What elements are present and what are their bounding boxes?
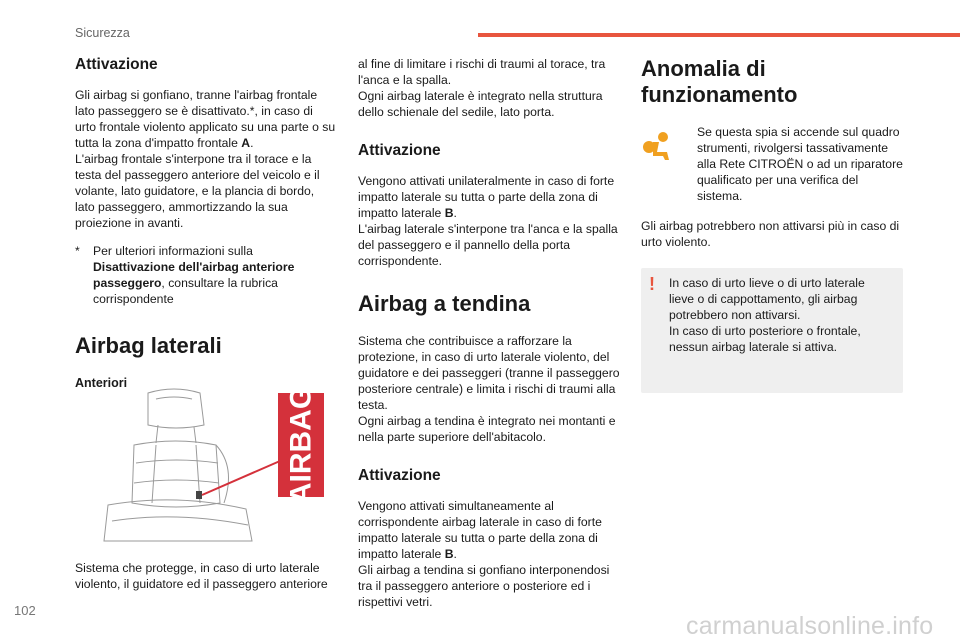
page-number: 102 (14, 603, 36, 618)
heading-attivazione-tendina: Attivazione (358, 467, 441, 484)
warning-text-1: In caso di urto lieve o di urto laterale lieve o di cappottamento, gli airbag potrebbero non attivarsi. (669, 276, 865, 322)
warning-text (669, 275, 893, 355)
paragraph-no-activation: Gli airbag potrebbero non attivarsi più in caso di urto violento. (641, 219, 900, 249)
column-1-bottom (75, 560, 337, 592)
airbag-warning-lamp-icon (641, 124, 697, 204)
column-3 (641, 56, 903, 393)
paragraph-curtain-activation (358, 498, 624, 562)
paragraph-side-airbag-intro: Sistema che protegge, in caso di urto laterale violento, il guidatore ed il passeggero anteriore (75, 561, 328, 591)
paragraph-curtain-integration: Ogni airbag a tendina è integrato nei montanti e nella parte superiore dell'abitacolo. (358, 414, 616, 444)
footnote-mark: * (75, 244, 80, 258)
heading-attivazione-laterali: Attivazione (358, 142, 441, 159)
heading-anteriori: Anteriori (75, 376, 128, 390)
text-segment: . (250, 136, 254, 150)
heading-anomalia: Anomalia di funzionamento (641, 56, 798, 107)
paragraph-lateral-position: L'airbag laterale s'interpone tra l'anca e la spalla del passeggero e il pannello della porta corrispondente. (358, 222, 618, 268)
paragraph-activation (75, 87, 337, 151)
paragraph-curtain-intro: Sistema che contribuisce a rafforzare la protezione, in caso di urto laterale violento, del guidatore e dei passeggeri (tranne il passeggero posteriore centrale) e limita i rischi di traumi alla testa. (358, 334, 620, 412)
paragraph-integration: Ogni airbag laterale è integrato nella struttura dello schienale del sedile, lato porta. (358, 89, 603, 119)
column-1 (75, 56, 337, 401)
section-header: Sicurezza (75, 26, 130, 40)
side-airbag-illustration (96, 385, 336, 545)
text-segment: . (453, 547, 457, 561)
paragraph-frontal-airbag: L'airbag frontale s'interpone tra il torace e la testa del passeggero anteriore del veicolo e il volante, lato guidatore, e la plancia di bordo, lato passeggero, ammortizzando la sua proiezione in avanti. (75, 152, 320, 230)
heading-airbag-tendina: Airbag a tendina (358, 291, 531, 316)
warning-box (641, 268, 903, 393)
heading-airbag-laterali: Airbag laterali (75, 333, 222, 358)
header-accent-bar (478, 33, 960, 37)
zone-label-b: B (444, 547, 454, 561)
exclamation-icon: ! (649, 274, 655, 294)
watermark: carmanualsonline.info (686, 612, 934, 640)
footnote-link-text: Disattivazione dell'airbag anteriore passeggero (93, 260, 295, 290)
text-segment: Vengono attivati unilateralmente in caso di forte impatto laterale su tutta o parte della zona di impatto laterale (358, 174, 615, 220)
text-segment: Vengono attivati simultaneamente al corrispondente airbag laterale in caso di forte impatto laterale su tutta o parte della zona di impatto laterale (358, 499, 602, 561)
text-segment: Per ulteriori informazioni sulla (93, 244, 253, 258)
paragraph-lamp-warning: Se questa spia si accende sul quadro strumenti, rivolgersi tassativamente alla Rete CITROËN o ad un riparatore qualificato per una verifica del sistema. (697, 125, 903, 203)
warning-lamp-row (641, 124, 903, 204)
text-segment: , consultare la rubrica corrispondente (93, 276, 278, 306)
footnote-text (93, 243, 337, 307)
text-segment: . (453, 206, 457, 220)
paragraph-lateral-activation (358, 173, 624, 221)
heading-attivazione: Attivazione (75, 56, 158, 73)
seated-person-airbag-icon (641, 130, 675, 162)
text-segment: Gli airbag si gonfiano, tranne l'airbag frontale lato passeggero se è disattivato.*, in caso di urto frontale violento applicato su una parte o su tutta la zona d'impatto frontale (75, 88, 336, 150)
zone-label-a: A (241, 136, 251, 150)
paragraph-curtain-deploy: Gli airbag a tendina si gonfiano interponendosi tra il passeggero anteriore o posteriore ed i rispettivi vetri. (358, 563, 610, 609)
airbag-label: AIRBAG (284, 385, 318, 505)
footnote (75, 243, 337, 307)
column-2 (358, 56, 624, 610)
warning-text-2: In caso di urto posteriore o frontale, nessun airbag laterale si attiva. (669, 324, 861, 354)
paragraph-continuation: al fine di limitare i rischi di traumi al torace, tra l'anca e la spalla. (358, 57, 606, 87)
zone-label-b: B (444, 206, 454, 220)
